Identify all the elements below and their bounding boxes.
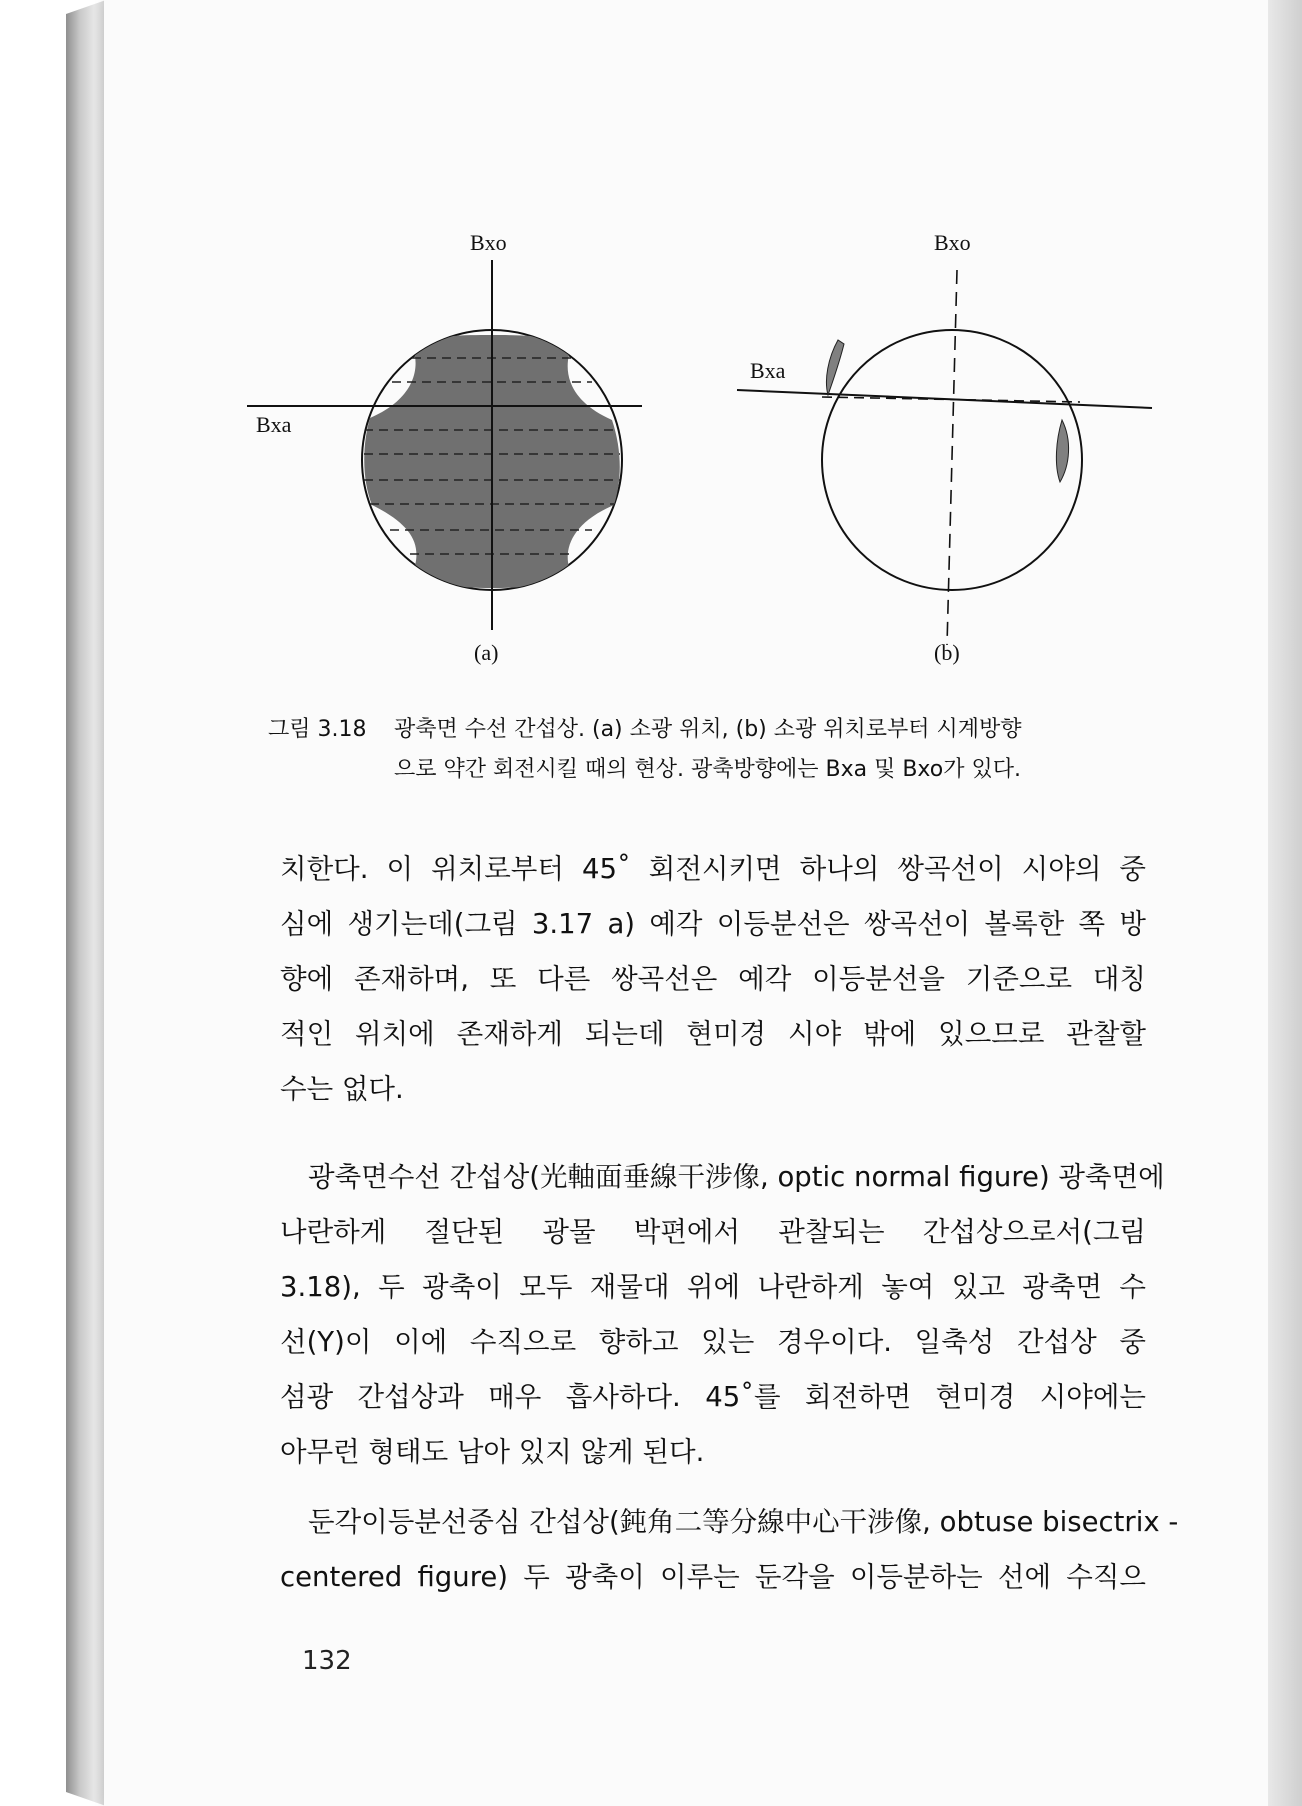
label-bxo-a: Bxo [470,230,507,255]
figure-3-18 [256,230,1162,670]
text-line: 치한다. 이 위치로부터 45˚ 회전시키면 하나의 쌍곡선이 시야의 중 [280,853,1146,885]
text-line: 3.18), 두 광축이 모두 재물대 위에 나란하게 놓여 있고 광축면 수 [280,1271,1146,1303]
paragraph-1 [280,842,1146,1117]
panel-label-a: (a) [474,640,499,665]
caption-text-1: 광축면 수선 간섭상. (a) 소광 위치, (b) 소광 위치로부터 시계방향 [394,717,1022,742]
paragraph-2 [280,1150,1165,1480]
book-spine [66,0,106,1806]
caption-line-2: 으로 약간 회전시킬 때의 현상. 광축방향에는 Bxa 및 Bxo가 있다. [394,757,1021,782]
text-line: 광축면수선 간섭상(光軸面垂線干涉像, optic normal figure) 광축면에 [308,1161,1165,1193]
interference-figure-svg [256,230,1162,670]
text-line: centered figure) 두 광축이 이루는 둔각을 이등분하는 선에 수직으 [280,1561,1146,1593]
label-bxa-b: Bxa [750,358,786,383]
page-number: 132 [302,1646,352,1676]
text-line: 적인 위치에 존재하게 되는데 현미경 시야 밖에 있으므로 관찰할 [280,1018,1146,1050]
dashed-axis-horizontal-b [822,397,1080,402]
text-line: 수는 없다. [280,1073,404,1105]
panel-b [737,230,1152,665]
paragraph-3 [280,1495,1179,1605]
caption-number: 그림 3.18 [268,717,367,742]
isogyre-right-b [1056,420,1068,482]
panel-label-b: (b) [934,640,960,665]
text-line: 아무런 형태도 남아 있지 않게 된다. [280,1436,705,1468]
figure-caption [268,710,1168,790]
tilted-axis-b [737,390,1152,408]
text-line: 둔각이등분선중심 간섭상(鈍角二等分線中心干涉像, obtuse bisectrix - [308,1506,1179,1538]
page-edge [1268,0,1302,1806]
caption-line-1 [268,710,1168,750]
isogyre-left-b [826,340,844,395]
text-line: 나란하게 절단된 광물 박편에서 관찰되는 간섭상으로서(그림 [280,1216,1146,1248]
text-line: 섬광 간섭상과 매우 흡사하다. 45˚를 회전하면 현미경 시야에는 [280,1381,1146,1413]
field-circle-b [822,330,1082,590]
text-line: 선(Y)이 이에 수직으로 향하고 있는 경우이다. 일축성 간섭상 중 [280,1326,1146,1358]
panel-a [247,230,642,665]
label-bxo-b: Bxo [934,230,971,255]
text-line: 향에 존재하며, 또 다른 쌍곡선은 예각 이등분선을 기준으로 대칭 [280,963,1146,995]
label-bxa-a: Bxa [256,412,292,437]
dashed-axis-vertical-b [947,270,957,645]
text-line: 심에 생기는데(그림 3.17 a) 예각 이등분선은 쌍곡선이 볼록한 쪽 방 [280,908,1146,940]
